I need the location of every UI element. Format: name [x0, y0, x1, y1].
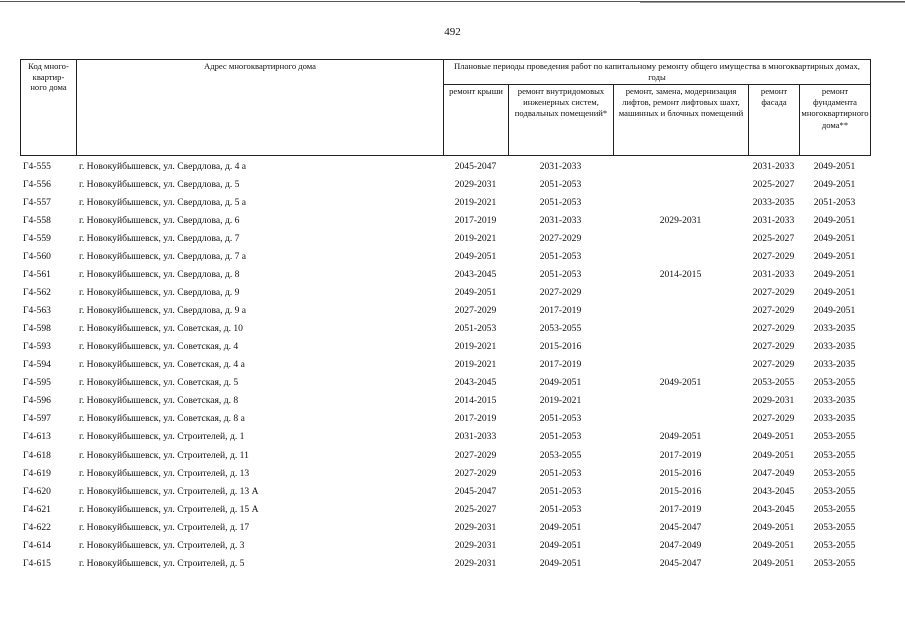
table-row	[20, 193, 870, 211]
cell-roof: 2025-2027	[454, 503, 497, 515]
cell-elevators: 2047-2049	[659, 539, 702, 551]
cell-foundation: 2033-2035	[813, 323, 856, 335]
cell-code: Г4-596	[23, 395, 51, 407]
cell-foundation: 2053-2055	[813, 557, 856, 569]
cell-roof: 2029-2031	[454, 539, 497, 551]
cell-code: Г4-621	[23, 503, 51, 515]
cell-roof: 2019-2021	[454, 341, 497, 353]
cell-foundation: 2053-2055	[813, 431, 856, 443]
cell-engineering: 2051-2053	[539, 467, 582, 479]
header-facade-text: ремонт фасада	[760, 86, 788, 108]
cell-code: Г4-613	[23, 431, 51, 443]
cell-code: Г4-557	[23, 196, 51, 208]
cell-elevators	[613, 320, 748, 338]
cell-address: г. Новокуйбышевск, ул. Советская, д. 4 а	[79, 359, 245, 371]
cell-facade: 2043-2045	[752, 485, 795, 497]
cell-address: г. Новокуйбышевск, ул. Свердлова, д. 6	[79, 214, 240, 226]
cell-address: г. Новокуйбышевск, ул. Свердлова, д. 9	[79, 286, 240, 298]
cell-foundation: 2049-2051	[813, 286, 856, 298]
cell-code: Г4-559	[23, 232, 51, 244]
cell-elevators	[613, 283, 748, 301]
cell-facade: 2027-2029	[752, 323, 795, 335]
cell-engineering: 2051-2053	[539, 431, 582, 443]
header-elevators-text: ремонт, замена, модернизация лифтов, ремонт лифтовых шахт, машинных и блочных помещений	[618, 86, 744, 119]
cell-engineering: 2049-2051	[539, 377, 582, 389]
cell-elevators	[613, 229, 748, 247]
cell-foundation: 2053-2055	[813, 521, 856, 533]
cell-facade: 2049-2051	[752, 539, 795, 551]
cell-engineering: 2049-2051	[539, 521, 582, 533]
cell-facade: 2027-2029	[752, 341, 795, 353]
cell-foundation: 2053-2055	[813, 485, 856, 497]
cell-roof: 2027-2029	[454, 449, 497, 461]
cell-facade: 2047-2049	[752, 467, 795, 479]
cell-engineering: 2031-2033	[539, 214, 582, 226]
cell-roof: 2019-2021	[454, 196, 497, 208]
cell-facade: 2033-2035	[752, 196, 795, 208]
cell-address: г. Новокуйбышевск, ул. Строителей, д. 11	[79, 449, 249, 461]
table-row	[20, 482, 870, 500]
cell-code: Г4-615	[23, 557, 51, 569]
header-periods	[444, 60, 871, 85]
cell-roof: 2031-2033	[454, 431, 497, 443]
cell-address: г. Новокуйбышевск, ул. Свердлова, д. 5 а	[79, 196, 247, 208]
cell-elevators: 2029-2031	[659, 214, 702, 226]
cell-facade: 2027-2029	[752, 250, 795, 262]
cell-facade: 2049-2051	[752, 521, 795, 533]
header-roof	[444, 85, 509, 156]
header-foundation	[800, 85, 871, 156]
cell-address: г. Новокуйбышевск, ул. Советская, д. 5	[79, 377, 239, 389]
cell-code: Г4-622	[23, 521, 51, 533]
cell-foundation: 2049-2051	[813, 214, 856, 226]
cell-address: г. Новокуйбышевск, ул. Строителей, д. 5	[79, 557, 245, 569]
header-code-text: Код много- квартир- ного дома	[28, 61, 69, 93]
cell-roof: 2027-2029	[454, 467, 497, 479]
cell-facade: 2053-2055	[752, 377, 795, 389]
header-code	[21, 60, 77, 156]
cell-foundation: 2033-2035	[813, 413, 856, 425]
cell-code: Г4-556	[23, 178, 51, 190]
table-row	[20, 157, 870, 175]
cell-facade: 2031-2033	[752, 160, 795, 172]
cell-elevators: 2049-2051	[659, 377, 702, 389]
cell-elevators: 2049-2051	[659, 431, 702, 443]
table-row	[20, 211, 870, 229]
table-row	[20, 175, 870, 193]
header-table	[20, 59, 871, 156]
top-rule-secondary	[640, 2, 905, 3]
header-engineering-text: ремонт внутридомовых инженерных систем, подвальных помещений*	[514, 86, 608, 119]
cell-facade: 2031-2033	[752, 214, 795, 226]
table-row	[20, 338, 870, 356]
cell-address: г. Новокуйбышевск, ул. Свердлова, д. 4 а	[79, 160, 247, 172]
cell-foundation: 2053-2055	[813, 377, 856, 389]
table-row	[20, 446, 870, 464]
cell-facade: 2025-2027	[752, 178, 795, 190]
cell-address: г. Новокуйбышевск, ул. Советская, д. 8 а	[79, 413, 245, 425]
cell-address: г. Новокуйбышевск, ул. Строителей, д. 3	[79, 539, 245, 551]
cell-elevators: 2017-2019	[659, 503, 702, 515]
cell-roof: 2029-2031	[454, 557, 497, 569]
cell-facade: 2049-2051	[752, 431, 795, 443]
cell-roof: 2019-2021	[454, 359, 497, 371]
cell-foundation: 2049-2051	[813, 160, 856, 172]
cell-code: Г4-594	[23, 359, 51, 371]
cell-facade: 2027-2029	[752, 359, 795, 371]
cell-address: г. Новокуйбышевск, ул. Свердлова, д. 5	[79, 178, 240, 190]
cell-elevators	[613, 302, 748, 320]
cell-foundation: 2033-2035	[813, 341, 856, 353]
cell-facade: 2049-2051	[752, 557, 795, 569]
cell-foundation: 2049-2051	[813, 178, 856, 190]
cell-code: Г4-598	[23, 323, 51, 335]
table-row	[20, 428, 870, 446]
cell-elevators	[613, 157, 748, 175]
cell-elevators: 2045-2047	[659, 521, 702, 533]
header-facade	[749, 85, 800, 156]
cell-roof: 2049-2051	[454, 286, 497, 298]
cell-elevators	[613, 175, 748, 193]
cell-code: Г4-593	[23, 341, 51, 353]
cell-engineering: 2053-2055	[539, 449, 582, 461]
table-row	[20, 518, 870, 536]
cell-roof: 2014-2015	[454, 395, 497, 407]
cell-foundation: 2051-2053	[813, 196, 856, 208]
cell-address: г. Новокуйбышевск, ул. Свердлова, д. 7	[79, 232, 240, 244]
cell-address: г. Новокуйбышевск, ул. Строителей, д. 1	[79, 431, 245, 443]
cell-elevators: 2017-2019	[659, 449, 702, 461]
cell-foundation: 2053-2055	[813, 539, 856, 551]
cell-facade: 2043-2045	[752, 503, 795, 515]
table-row	[20, 302, 870, 320]
table-body	[20, 157, 870, 572]
header-address	[77, 60, 444, 156]
cell-elevators	[613, 247, 748, 265]
cell-elevators	[613, 356, 748, 374]
cell-roof: 2045-2047	[454, 485, 497, 497]
cell-code: Г4-561	[23, 268, 51, 280]
table-row	[20, 356, 870, 374]
cell-engineering: 2017-2019	[539, 359, 582, 371]
cell-engineering: 2027-2029	[539, 286, 582, 298]
cell-engineering: 2051-2053	[539, 413, 582, 425]
cell-elevators	[613, 392, 748, 410]
cell-address: г. Новокуйбышевск, ул. Свердлова, д. 7 а	[79, 250, 247, 262]
cell-code: Г4-614	[23, 539, 51, 551]
cell-engineering: 2049-2051	[539, 539, 582, 551]
cell-engineering: 2051-2053	[539, 268, 582, 280]
cell-address: г. Новокуйбышевск, ул. Строителей, д. 15 А	[79, 503, 259, 515]
cell-facade: 2027-2029	[752, 286, 795, 298]
cell-foundation: 2049-2051	[813, 232, 856, 244]
cell-facade: 2025-2027	[752, 232, 795, 244]
cell-engineering: 2051-2053	[539, 196, 582, 208]
cell-roof: 2017-2019	[454, 214, 497, 226]
cell-roof: 2017-2019	[454, 413, 497, 425]
cell-elevators	[613, 410, 748, 428]
cell-facade: 2027-2029	[752, 305, 795, 317]
table-row	[20, 500, 870, 518]
cell-elevators: 2015-2016	[659, 485, 702, 497]
cell-code: Г4-560	[23, 250, 51, 262]
cell-address: г. Новокуйбышевск, ул. Свердлова, д. 8	[79, 268, 240, 280]
cell-foundation: 2049-2051	[813, 305, 856, 317]
cell-roof: 2029-2031	[454, 521, 497, 533]
cell-facade: 2049-2051	[752, 449, 795, 461]
table-row	[20, 265, 870, 283]
cell-elevators: 2014-2015	[659, 268, 702, 280]
header-elevators	[614, 85, 749, 156]
cell-address: г. Новокуйбышевск, ул. Советская, д. 10	[79, 323, 243, 335]
cell-engineering: 2031-2033	[539, 160, 582, 172]
cell-code: Г4-562	[23, 286, 51, 298]
table-row	[20, 283, 870, 301]
cell-code: Г4-618	[23, 449, 51, 461]
table-row	[20, 247, 870, 265]
cell-code: Г4-595	[23, 377, 51, 389]
cell-facade: 2027-2029	[752, 413, 795, 425]
cell-code: Г4-619	[23, 467, 51, 479]
cell-address: г. Новокуйбышевск, ул. Советская, д. 4	[79, 341, 239, 353]
header-address-text: Адрес многоквартирного дома	[204, 61, 316, 71]
cell-address: г. Новокуйбышевск, ул. Строителей, д. 17	[79, 521, 250, 533]
cell-elevators: 2045-2047	[659, 557, 702, 569]
cell-roof: 2051-2053	[454, 323, 497, 335]
cell-engineering: 2051-2053	[539, 178, 582, 190]
header-foundation-text: ремонт фундамента многоквартирного дома**	[801, 86, 869, 130]
cell-foundation: 2033-2035	[813, 395, 856, 407]
page-number: 492	[444, 26, 461, 38]
cell-engineering: 2019-2021	[539, 395, 582, 407]
cell-foundation: 2053-2055	[813, 449, 856, 461]
header-roof-text: ремонт крыши	[449, 86, 503, 96]
cell-facade: 2029-2031	[752, 395, 795, 407]
header-engineering	[509, 85, 614, 156]
cell-foundation: 2033-2035	[813, 359, 856, 371]
cell-engineering: 2051-2053	[539, 485, 582, 497]
cell-roof: 2043-2045	[454, 377, 497, 389]
table-row	[20, 554, 870, 572]
cell-roof: 2049-2051	[454, 250, 497, 262]
table-row	[20, 536, 870, 554]
cell-roof: 2045-2047	[454, 160, 497, 172]
cell-address: г. Новокуйбышевск, ул. Советская, д. 8	[79, 395, 239, 407]
cell-roof: 2027-2029	[454, 305, 497, 317]
cell-code: Г4-597	[23, 413, 51, 425]
cell-facade: 2031-2033	[752, 268, 795, 280]
table-row	[20, 410, 870, 428]
cell-elevators: 2015-2016	[659, 467, 702, 479]
rows-table	[20, 157, 870, 572]
cell-address: г. Новокуйбышевск, ул. Строителей, д. 13 А	[79, 485, 259, 497]
table-row	[20, 392, 870, 410]
cell-engineering: 2017-2019	[539, 305, 582, 317]
table-row	[20, 374, 870, 392]
cell-foundation: 2049-2051	[813, 250, 856, 262]
table-header	[20, 59, 871, 156]
cell-code: Г4-620	[23, 485, 51, 497]
cell-engineering: 2027-2029	[539, 232, 582, 244]
cell-code: Г4-558	[23, 214, 51, 226]
cell-elevators	[613, 338, 748, 356]
cell-code: Г4-555	[23, 160, 51, 172]
table-row	[20, 464, 870, 482]
cell-engineering: 2051-2053	[539, 503, 582, 515]
header-periods-text: Плановые периоды проведения работ по капитальному ремонту общего имущества в многоквартирных домах, годы	[454, 61, 860, 83]
cell-address: г. Новокуйбышевск, ул. Строителей, д. 13	[79, 467, 250, 479]
cell-roof: 2029-2031	[454, 178, 497, 190]
cell-roof: 2019-2021	[454, 232, 497, 244]
cell-engineering: 2051-2053	[539, 250, 582, 262]
cell-roof: 2043-2045	[454, 268, 497, 280]
table-row	[20, 320, 870, 338]
cell-foundation: 2053-2055	[813, 503, 856, 515]
cell-foundation: 2049-2051	[813, 268, 856, 280]
cell-engineering: 2049-2051	[539, 557, 582, 569]
cell-engineering: 2053-2055	[539, 323, 582, 335]
cell-elevators	[613, 193, 748, 211]
cell-address: г. Новокуйбышевск, ул. Свердлова, д. 9 а	[79, 305, 247, 317]
cell-engineering: 2015-2016	[539, 341, 582, 353]
cell-code: Г4-563	[23, 305, 51, 317]
table-row	[20, 229, 870, 247]
cell-foundation: 2053-2055	[813, 467, 856, 479]
